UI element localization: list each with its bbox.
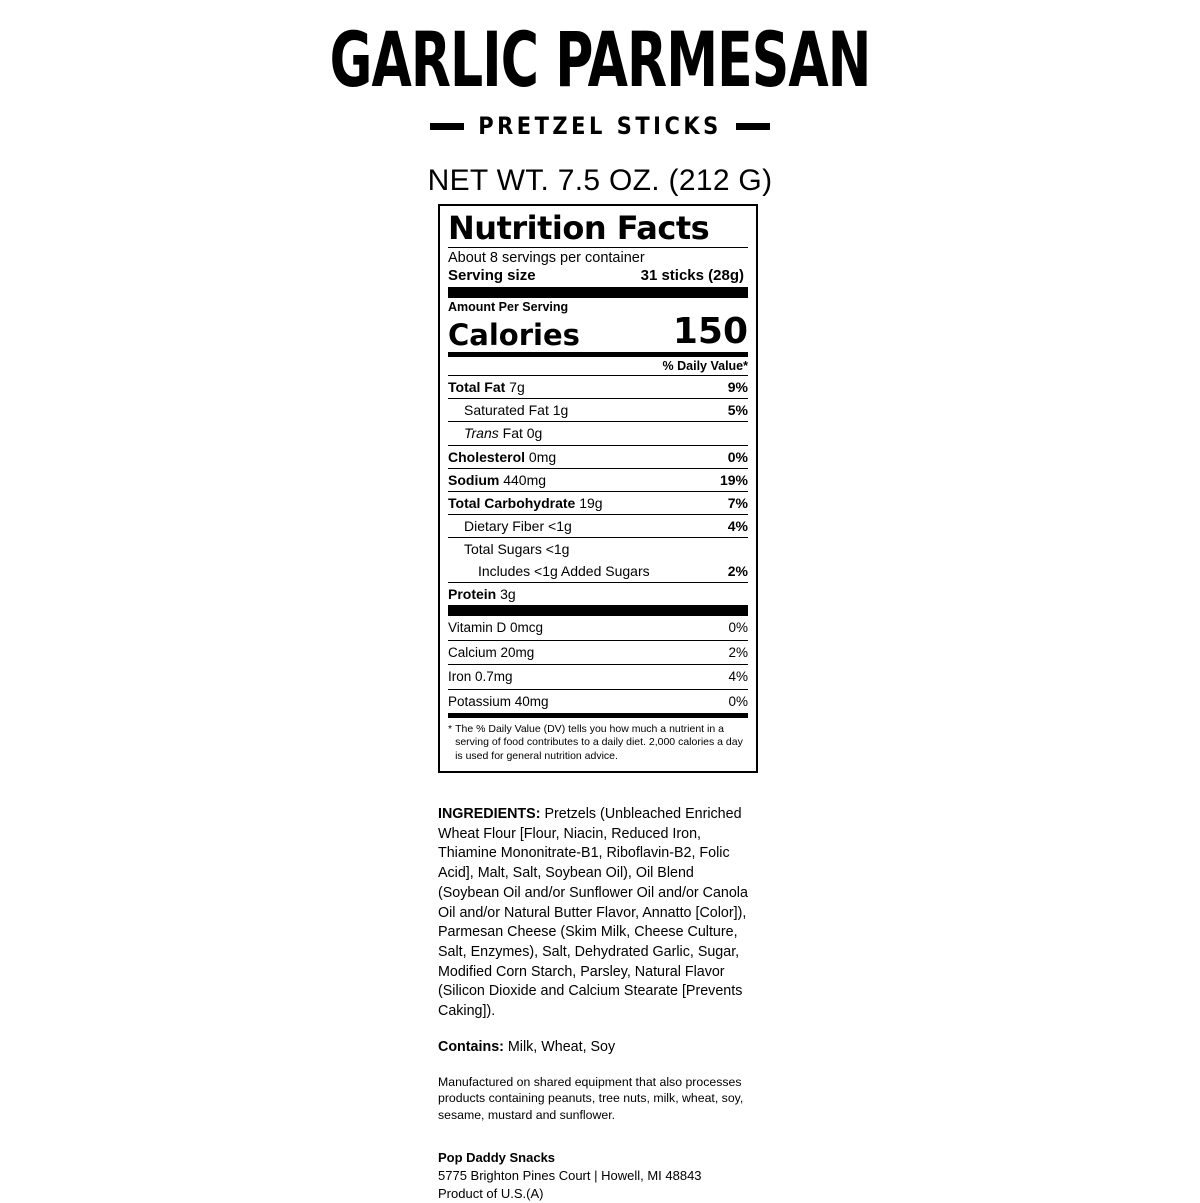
nutrient-label: Trans Fat 0g — [464, 425, 543, 442]
contains-text: Milk, Wheat, Soy — [503, 1038, 616, 1055]
manufacturing-note: Manufactured on shared equipment that also processes products containing peanuts, tree nuts, milk, wheat, soy, sesame, mustard and sunflower. — [438, 1074, 744, 1122]
ingredients-paragraph — [438, 805, 758, 1022]
product-subtitle-row — [0, 114, 1200, 138]
calories-value: 150 — [672, 310, 748, 352]
product-subtitle: PRETZEL STICKS — [478, 112, 722, 140]
divider-thick-2 — [448, 605, 748, 616]
vitamin-label: Iron 0.7mg — [448, 669, 513, 685]
nutrient-dv: 19% — [719, 471, 748, 488]
nutrient-label: Protein 3g — [448, 586, 516, 603]
nutrient-dv: 0% — [727, 448, 748, 465]
nutrient-label: Dietary Fiber <1g — [464, 517, 572, 534]
vitamin-dv: 2% — [728, 644, 748, 660]
nutrient-dv: 9% — [727, 379, 748, 396]
ingredients-text: Pretzels (Unbleached Enriched Wheat Flour [Flour, Niacin, Reduced Iron, Thiamine Mononitrate-B1, Riboflavin-B2, Folic Acid], Malt, Salt, Soybean Oil), Oil Blend (Soybean Oil and/or Sunflower Oil and/or Canola Oil and/or Natural Butter Flavor, Annatto [Color]), Parmesan Cheese (Skim Milk, Cheese Culture, Salt, Enzymes), Salt, Dehydrated Garlic, Sugar, Modified Corn Starch, Parsley, Natural Flavor (Silicon Dioxide and Calcium Stearate [Prevents Caking]). — [438, 806, 748, 1020]
table-row — [448, 445, 748, 468]
table-row — [448, 664, 748, 689]
table-row — [448, 398, 748, 421]
vitamin-dv: 4% — [728, 669, 748, 685]
vitamin-dv: 0% — [728, 693, 748, 709]
serving-size-row — [448, 267, 748, 286]
company-block — [438, 1149, 758, 1203]
product-info-block — [438, 805, 758, 1203]
vitamin-label: Vitamin D 0mcg — [448, 620, 544, 636]
nutrient-label: Total Fat 7g — [448, 379, 525, 396]
vitamin-dv: 0% — [728, 620, 748, 636]
nutrient-dv: 7% — [727, 494, 748, 511]
nutrient-label: Total Carbohydrate 19g — [448, 494, 603, 511]
footnote-marker: * — [448, 723, 453, 736]
product-origin: Product of U.S.(A) — [438, 1186, 544, 1202]
nutrient-label: Sodium 440mg — [448, 471, 547, 488]
spacer-3 — [438, 1123, 758, 1149]
company-address: 5775 Brighton Pines Court | Howell, MI 48843 — [438, 1168, 702, 1184]
spacer-1 — [438, 1022, 758, 1038]
servings-per-container: About 8 servings per container — [448, 249, 645, 266]
table-row — [448, 537, 748, 560]
calories-label: Calories — [448, 317, 580, 352]
table-row — [448, 640, 748, 665]
daily-value-header: % Daily Value* — [662, 358, 748, 373]
subtitle-rule-right — [736, 123, 770, 130]
serving-size-value: 31 sticks (28g) — [640, 267, 744, 285]
table-row — [448, 514, 748, 537]
nutrition-facts-title: Nutrition Facts — [448, 209, 710, 247]
table-row — [448, 491, 748, 514]
net-weight: NET WT. 7.5 OZ. (212 G) — [427, 164, 773, 197]
table-row — [448, 375, 748, 398]
subtitle-rule-left — [430, 123, 464, 130]
contains-heading: Contains: — [438, 1038, 504, 1055]
vitamin-label: Calcium 20mg — [448, 644, 535, 660]
nutrient-label: Cholesterol 0mg — [448, 448, 557, 465]
serving-size-label: Serving size — [448, 267, 536, 285]
footnote-text: The % Daily Value (DV) tells you how much a nutrient in a serving of food contributes to a daily diet. 2,000 calories a day is used for general nutrition advice. — [455, 723, 743, 762]
daily-value-footnote — [448, 718, 748, 762]
table-row — [448, 560, 748, 582]
table-row — [448, 468, 748, 491]
nutrition-facts-panel — [438, 204, 758, 773]
amount-per-serving: Amount Per Serving — [448, 299, 569, 314]
nutrient-dv: 5% — [727, 402, 748, 419]
nutrient-label: Saturated Fat 1g — [464, 402, 569, 419]
company-name: Pop Daddy Snacks — [438, 1150, 556, 1166]
nutrient-label: Total Sugars <1g — [464, 540, 570, 557]
table-row — [448, 689, 748, 714]
calories-row — [448, 310, 748, 352]
nutrient-label: Includes <1g Added Sugars — [478, 563, 650, 580]
ingredients-heading: INGREDIENTS: — [438, 806, 541, 822]
product-title: GARLIC PARMESAN — [329, 17, 871, 105]
divider-thick-1 — [448, 287, 748, 298]
spacer-2 — [438, 1058, 758, 1074]
contains-paragraph — [438, 1038, 758, 1058]
nutrient-dv: 4% — [727, 517, 748, 534]
vitamin-label: Potassium 40mg — [448, 693, 549, 709]
table-row — [448, 582, 748, 605]
table-row — [448, 421, 748, 444]
product-header — [0, 0, 1200, 198]
table-row — [448, 616, 748, 640]
nutrient-dv: 2% — [727, 563, 748, 580]
